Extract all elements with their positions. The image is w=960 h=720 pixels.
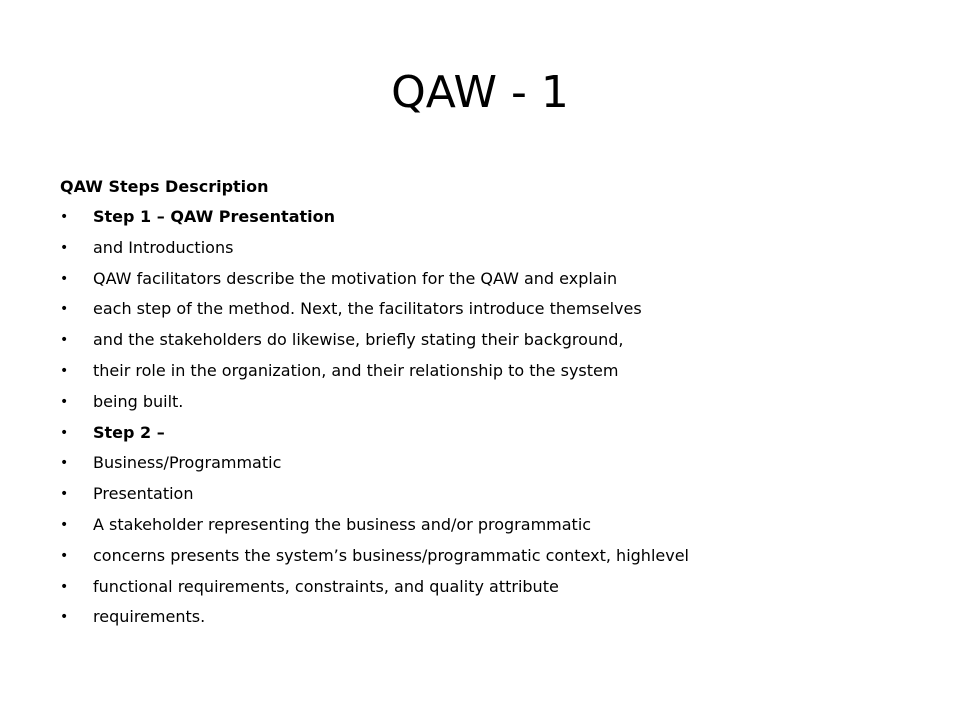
bullet-icon: • [60, 578, 69, 595]
bullet-item [60, 356, 920, 387]
bullet-icon: • [60, 239, 69, 256]
bullet-list [60, 202, 920, 633]
bullet-text: concerns presents the system’s business/programmatic context, highlevel [93, 545, 689, 565]
bullet-text: being built. [93, 391, 184, 411]
bullet-icon: • [60, 362, 69, 379]
bullet-icon: • [60, 486, 69, 503]
bullet-text: Step 1 – QAW Presentation [93, 207, 335, 226]
bullet-icon: • [60, 455, 69, 472]
bullet-text: A stakeholder representing the business and/or programmatic [93, 514, 592, 534]
bullet-item [60, 510, 920, 541]
bullet-item [60, 479, 920, 510]
bullet-item [60, 448, 920, 479]
bullet-text: QAW facilitators describe the motivation for the QAW and explain [93, 268, 618, 288]
bullet-icon: • [60, 393, 69, 410]
bullet-icon: • [60, 547, 69, 564]
bullet-item [60, 602, 920, 633]
bullet-icon: • [60, 609, 69, 626]
slide-content [60, 172, 920, 633]
bullet-item [60, 233, 920, 264]
bullet-item [60, 418, 920, 449]
bullet-text: requirements. [93, 607, 206, 627]
bullet-item [60, 572, 920, 603]
bullet-text: and Introductions [93, 237, 234, 257]
bullet-text: their role in the organization, and their relationship to the system [93, 360, 619, 380]
bullet-icon: • [60, 424, 69, 441]
bullet-text: Step 2 – [93, 422, 165, 442]
bullet-item [60, 387, 920, 418]
bullet-item [60, 541, 920, 572]
bullet-text: Presentation [93, 484, 194, 504]
bullet-text: each step of the method. Next, the facilitators introduce themselves [93, 299, 642, 319]
bullet-text: and the stakeholders do likewise, briefly stating their background, [93, 330, 624, 350]
bullet-icon: • [60, 332, 69, 349]
bullet-item [60, 294, 920, 325]
bullet-text: Business/Programmatic [93, 453, 282, 473]
bullet-icon: • [60, 516, 69, 533]
bullet-item [60, 264, 920, 295]
bullet-icon: • [60, 270, 69, 287]
section-heading: QAW Steps Description [60, 177, 269, 196]
bullet-icon: • [60, 301, 69, 318]
bullet-item [60, 202, 920, 233]
bullet-item [60, 325, 920, 356]
bullet-icon: • [60, 209, 69, 225]
bullet-text: functional requirements, constraints, and quality attribute [93, 576, 559, 596]
slide-title: QAW - 1 [391, 67, 569, 118]
